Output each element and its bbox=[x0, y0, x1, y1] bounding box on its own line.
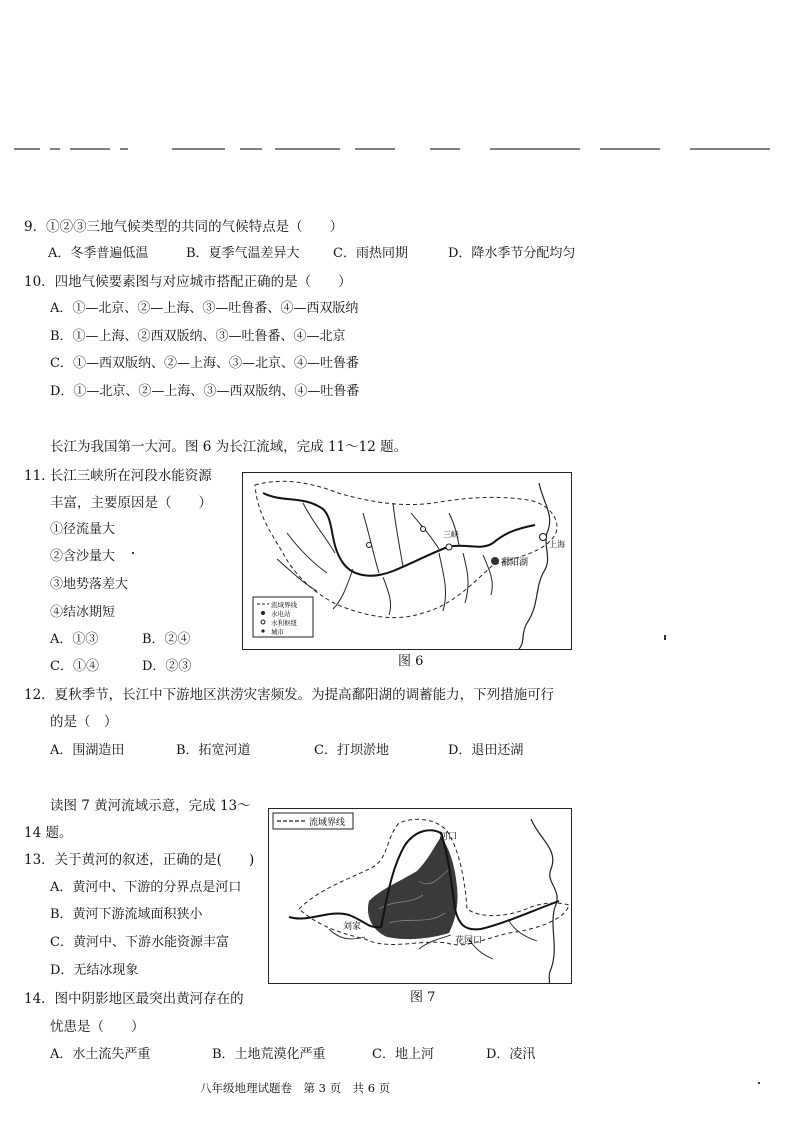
q13-option-b: B．黄河下游流域面积狭小 bbox=[50, 907, 203, 922]
page-footer: 八年级地理试题卷 第 3 页 共 6 页 bbox=[200, 1081, 391, 1095]
intro-yellow-line1: 读图 7 黄河流域示意，完成 13～ bbox=[50, 798, 251, 814]
q9-option-d: D．降水季节分配均匀 bbox=[448, 246, 576, 261]
q14-stem-line2: 忧患是（ ） bbox=[50, 1019, 145, 1035]
q14-option-a: A．水土流失严重 bbox=[50, 1047, 151, 1062]
fig7-coastline bbox=[531, 819, 557, 983]
q10-option-c: C．①—西双版纳、②—上海、③—北京、④—吐鲁番 bbox=[50, 356, 359, 371]
q14-stem-line1: 14．图中阴影地区最突出黄河存在的 bbox=[24, 991, 244, 1007]
q9-options bbox=[48, 245, 788, 263]
header-dash-line bbox=[0, 146, 794, 152]
q10-option-a: A．①—北京、②—上海、③—吐鲁番、④—西双版纳 bbox=[50, 301, 359, 316]
q11-stem-line1: 11. 长江三峡所在河段水能资源 bbox=[24, 468, 212, 484]
figure-6-map bbox=[242, 472, 572, 650]
q9-option-a: A．冬季普遍低温 bbox=[48, 246, 149, 261]
scan-speck bbox=[758, 1082, 760, 1084]
yellow-river-basin-map bbox=[269, 809, 571, 983]
q14-option-c: C．地上河 bbox=[372, 1047, 434, 1062]
q14-option-b: B．土地荒漠化严重 bbox=[212, 1047, 326, 1062]
scan-speck bbox=[132, 552, 134, 554]
figure-7-caption: 图 7 bbox=[410, 990, 436, 1005]
legend-city-symbol bbox=[261, 629, 264, 632]
figure-7-map bbox=[268, 808, 572, 984]
q14-option-d: D．凌汛 bbox=[486, 1047, 536, 1062]
city-marker bbox=[367, 543, 372, 548]
q11-item-4: ④结冰期短 bbox=[50, 605, 116, 620]
fig7-legend bbox=[273, 813, 353, 829]
q11-option-a: A．①③ bbox=[50, 632, 99, 647]
legend-water-hub: 水利枢纽 bbox=[271, 619, 297, 627]
q11-option-d: D．②③ bbox=[142, 659, 192, 674]
legend-hydro-station: 水电站 bbox=[271, 610, 291, 618]
q12-options bbox=[50, 742, 750, 760]
fig6-legend bbox=[253, 597, 313, 637]
fig7-legend-basin-boundary: 流域界线 bbox=[309, 818, 346, 828]
q11-item-1: ①径流量大 bbox=[50, 522, 116, 537]
q13-option-c: C．黄河中、下游水能资源丰富 bbox=[50, 935, 229, 950]
figure-6-caption: 图 6 bbox=[398, 654, 424, 669]
q12-option-c: C．打坝淤地 bbox=[314, 743, 389, 758]
q11-stem-line2: 丰富，主要原因是（ ） bbox=[50, 495, 212, 511]
q13-option-a: A．黄河中、下游的分界点是河口 bbox=[50, 880, 242, 895]
legend-hub-symbol bbox=[261, 620, 265, 624]
q12-stem-line1: 12．夏秋季节，长江中下游地区洪涝灾害频发。为提高鄱阳湖的调蓄能力，下列措施可行 bbox=[24, 687, 555, 703]
shanghai-city-marker bbox=[540, 534, 547, 541]
q11-item-2: ②含沙量大 bbox=[50, 549, 116, 564]
legend-city: 城市 bbox=[271, 628, 284, 636]
sanxia-station-marker bbox=[446, 544, 452, 550]
q13-stem: 13．关于黄河的叙述，正确的是( ) bbox=[24, 852, 255, 868]
hydro-station-marker bbox=[421, 527, 426, 532]
q14-options bbox=[50, 1046, 750, 1064]
label-shanghai: 上海 bbox=[549, 540, 565, 549]
q11-option-b: B．②④ bbox=[142, 632, 191, 647]
q12-option-d: D．退田还湖 bbox=[448, 743, 524, 758]
yangtze-basin-map bbox=[243, 473, 571, 649]
q11-item-3: ③地势落差大 bbox=[50, 577, 129, 592]
q11-option-c: C．①④ bbox=[50, 659, 99, 674]
q10-option-d: D．①—北京、②—上海、③—西双版纳、④—吐鲁番 bbox=[50, 384, 360, 399]
scan-speck bbox=[664, 635, 666, 640]
label-liujia: 刘家 bbox=[343, 922, 362, 932]
intro-yangtze: 长江为我国第一大河。图 6 为长江流域，完成 11～12 题。 bbox=[50, 439, 408, 455]
intro-yellow-line2: 14 题。 bbox=[24, 825, 73, 841]
q9-stem: 9．①②③三地气候类型的共同的气候特点是（ ） bbox=[24, 219, 344, 235]
label-poyang: 鄱阳湖 bbox=[501, 558, 529, 568]
label-sanxia: 三峡 bbox=[443, 530, 459, 539]
q12-stem-line2: 的是（ ） bbox=[50, 714, 118, 730]
label-hekou: 河口 bbox=[439, 832, 458, 842]
q10-option-b: B．①—上海、②西双版纳、③—吐鲁番、④—北京 bbox=[50, 329, 346, 344]
q9-option-b: B．夏季气温差异大 bbox=[186, 246, 300, 261]
q9-option-c: C．雨热同期 bbox=[333, 246, 408, 261]
poyang-lake-marker bbox=[491, 557, 499, 565]
q12-option-b: B．拓宽河道 bbox=[176, 743, 251, 758]
q12-option-a: A．围湖造田 bbox=[50, 743, 125, 758]
legend-hydro-symbol bbox=[261, 611, 265, 615]
q13-option-d: D．无结冰现象 bbox=[50, 963, 139, 978]
legend-basin-boundary: 流域界线 bbox=[271, 601, 297, 609]
label-huayuankou: 花园口 bbox=[455, 936, 483, 946]
q10-stem: 10．四地气候要素图与对应城市搭配正确的是（ ） bbox=[24, 274, 352, 290]
